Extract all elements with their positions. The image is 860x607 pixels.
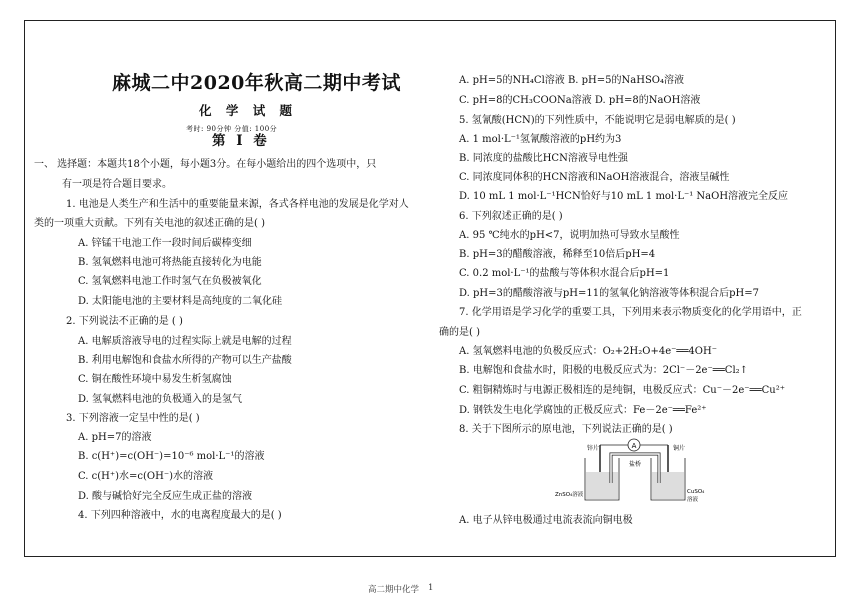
- right-text-line: 7. 化学用语是学习化学的重要工具，下列用来表示物质变化的化学用语中，正: [459, 307, 802, 318]
- left-text-line: C. c(H⁺)水=c(OH⁻)水的溶液: [78, 471, 214, 482]
- left-solution: [586, 472, 618, 499]
- exam-meta: 考时: 90分钟 分值: 100分: [186, 125, 278, 133]
- section-intro-cont: 有一项是符合题目要求。: [62, 179, 172, 190]
- left-text-line: C. 铜在酸性环境中易发生析氢腐蚀: [78, 374, 232, 385]
- left-text-line: A. 电解质溶液导电的过程实际上就是电解的过程: [78, 336, 292, 347]
- right-text-line: D. pH=3的醋酸溶液与pH=11的氢氧化钠溶液等体积混合后pH=7: [459, 288, 759, 299]
- section-intro: 一、 选择题：本题共18个小题，每小题3分。在每小题给出的四个选项中，只: [34, 159, 377, 170]
- right-text-line: A. 95 ℃纯水的pH<7，说明加热可导致水呈酸性: [459, 230, 680, 241]
- right-solution: [652, 472, 684, 499]
- right-text-line: 5. 氢氰酸(HCN)的下列性质中，不能说明它是弱电解质的是( ): [459, 115, 736, 126]
- left-text-line: 1. 电池是人类生产和生活中的重要能量来源，各式各样电池的发展是化学对人: [66, 199, 409, 210]
- left-text-line: A. 锌锰干电池工作一段时间后碳棒变细: [78, 238, 252, 249]
- right-text-line: B. 电解饱和食盐水时，阳极的电极反应式为：2Cl⁻－2e⁻══Cl₂↑: [459, 365, 749, 376]
- left-text-line: A. pH=7的溶液: [78, 432, 152, 443]
- left-text-line: 3. 下列溶液一定呈中性的是( ): [66, 413, 200, 424]
- exam-title: 麻城二中2020年秋高二期中考试: [112, 72, 401, 94]
- right-text-line: C. pH=8的CH₃COONa溶液 D. pH=8的NaOH溶液: [459, 95, 701, 106]
- left-solution-label: ZnSO₄溶液: [555, 492, 584, 498]
- right-text-line: 8. 关于下图所示的原电池，下列说法正确的是( ): [459, 424, 673, 435]
- right-text-line: C. 同浓度同体积的HCN溶液和NaOH溶液混合，溶液呈碱性: [459, 172, 730, 183]
- left-text-line: D. 太阳能电池的主要材料是高纯度的二氧化硅: [78, 296, 283, 307]
- left-text-line: B. c(H⁺)=c(OH⁻)=10⁻⁶ mol·L⁻¹的溶液: [78, 451, 265, 462]
- right-text-line: C. 0.2 mol·L⁻¹的盐酸与等体积水混合后pH=1: [459, 268, 670, 279]
- right-solution-label-2: 溶液: [687, 497, 699, 503]
- left-text-line: 4. 下列四种溶液中，水的电离程度最大的是( ): [78, 510, 282, 521]
- left-text-line: D. 氢氧燃料电池的负极通入的是氢气: [78, 394, 243, 405]
- right-text-line: A. 1 mol·L⁻¹氢氰酸溶液的pH约为3: [459, 134, 622, 145]
- right-text-line: D. 钢铁发生电化学腐蚀的正极反应式：Fe－2e⁻══Fe²⁺: [459, 405, 707, 416]
- copper-label: 铜片: [673, 445, 686, 452]
- left-text-line: 2. 下列说法不正确的是 ( ): [66, 316, 183, 327]
- zinc-label: 锌片: [587, 445, 600, 452]
- right-text-line: A. 电子从锌电极通过电流表流向铜电极: [459, 515, 633, 526]
- ammeter-label: A: [631, 442, 637, 450]
- right-text-line: A. 氢氧燃料电池的负极反应式：O₂+2H₂O+4e⁻══4OH⁻: [459, 346, 717, 357]
- page-number: 1: [428, 583, 434, 593]
- right-text-line: B. 同浓度的盐酸比HCN溶液导电性强: [459, 153, 628, 164]
- left-text-line: D. 酸与碱恰好完全反应生成正盐的溶液: [78, 491, 253, 502]
- right-text-line: A. pH=5的NH₄Cl溶液 B. pH=5的NaHSO₄溶液: [459, 75, 685, 86]
- right-text-line: 确的是( ): [439, 327, 480, 338]
- right-text-line: D. 10 mL 1 mol·L⁻¹HCN恰好与10 mL 1 mol·L⁻¹ NaOH溶液完全反应: [459, 191, 789, 202]
- left-text-line: C. 氢氧燃料电池工作时氢气在负极被氧化: [78, 276, 262, 287]
- volume-heading: 第 Ⅰ 卷: [212, 133, 270, 149]
- left-text-line: B. 利用电解饱和食盐水所得的产物可以生产盐酸: [78, 355, 292, 366]
- right-text-line: 6. 下列叙述正确的是( ): [459, 211, 563, 222]
- right-text-line: B. pH=3的醋酸溶液，稀释至10倍后pH=4: [459, 249, 656, 260]
- subject-heading: 化 学 试 题: [199, 103, 298, 118]
- right-text-line: C. 粗铜精炼时与电源正极相连的是纯铜，电极反应式：Cu⁻－2e⁻══Cu²⁺: [459, 385, 786, 396]
- right-solution-label: CuSO₄: [687, 489, 705, 495]
- salt-bridge: [611, 454, 659, 483]
- left-text-line: B. 氢氧燃料电池可将热能直接转化为电能: [78, 257, 262, 268]
- salt-bridge-label: 盐桥: [629, 461, 642, 468]
- galvanic-cell-diagram: [555, 438, 705, 512]
- footer-text: 高二期中化学: [368, 585, 420, 595]
- left-text-line: 类的一项重大贡献。下列有关电池的叙述正确的是( ): [34, 218, 265, 229]
